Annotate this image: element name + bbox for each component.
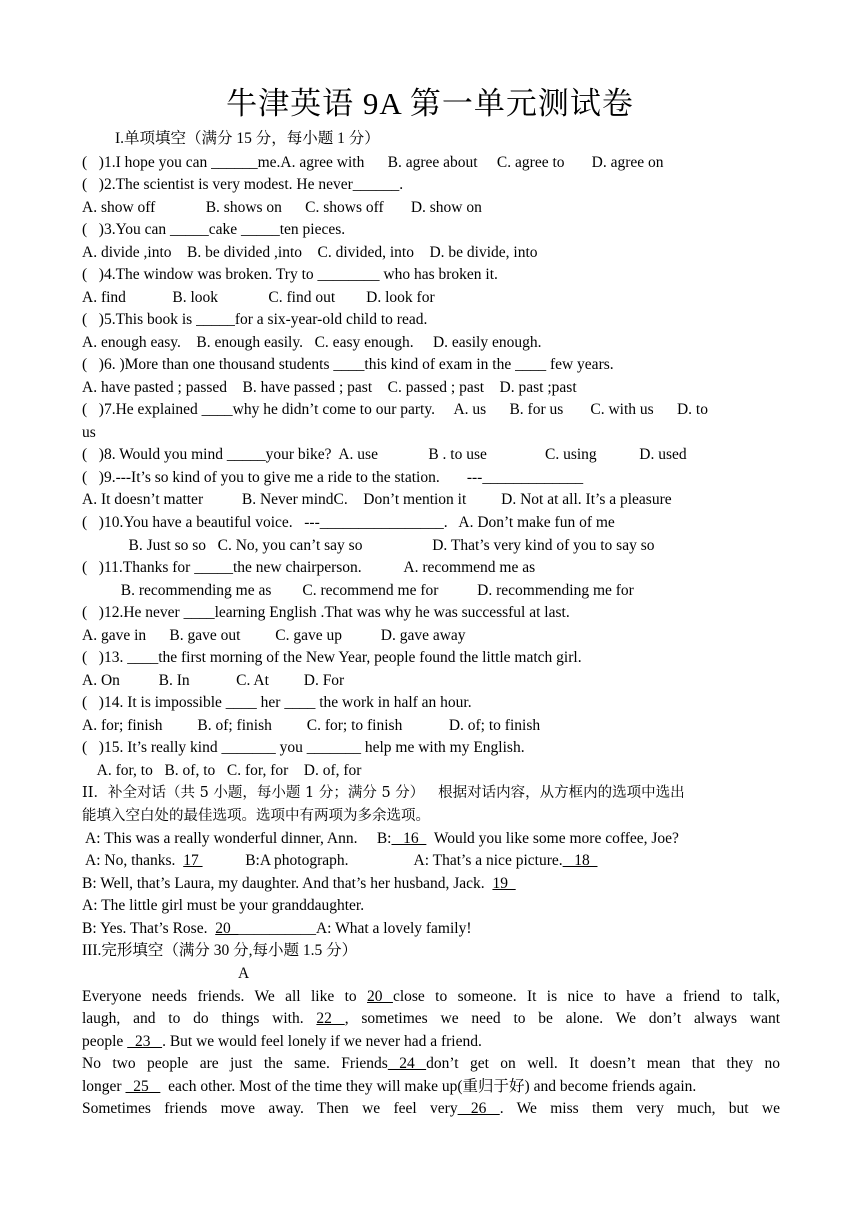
dialogue-text: B:A photograph. A: That’s a nice picture. [202, 852, 563, 869]
options-line: A. for, to B. of, to C. for, for D. of, for [82, 762, 362, 779]
section3-heading: III.完形填空（满分 30 分,每小题 1.5 分） [82, 942, 358, 959]
blank-22: 22 [316, 1010, 345, 1027]
options-line: B. recommending me as C. recommend me for D. recommending me for [82, 582, 634, 599]
dialogue-text: A: This was a really wonderful dinner, Ann. B: [82, 830, 392, 847]
options-line: A. find B. look C. find out D. look for [82, 289, 435, 306]
passage-label: A [238, 965, 250, 982]
dialogue-line: A: The little girl must be your granddaughter. [82, 897, 365, 914]
blank-18: 18 [562, 852, 598, 869]
passage-text: Sometimes friends move away. Then we feel very [82, 1100, 458, 1117]
passage-text: close to someone. It is nice to have a friend to talk, [392, 988, 780, 1005]
dialogue-text: B: Well, that’s Laura, my daughter. And that’s her husband, Jack. [82, 875, 493, 892]
blank-16: 16 [391, 830, 427, 847]
passage-text: No two people are just the same. Friends [82, 1055, 388, 1072]
dialogue-text: B: Yes. That’s Rose. [82, 920, 216, 937]
blank-17: 17 [183, 852, 203, 869]
page-title: 牛津英语 9A 第一单元测试卷 [226, 86, 634, 121]
passage-line [82, 1098, 780, 1120]
passage-line [82, 1008, 780, 1030]
dialogue-line [82, 918, 472, 940]
section1-heading: I.单项填空（满分 15 分，每小题 1 分） [115, 130, 380, 147]
passage-text: Everyone needs friends. We all like to [82, 988, 368, 1005]
options-line: A. It doesn’t matter B. Never mindC. Don’t mention it D. Not at all. It’s a pleasure [82, 491, 672, 508]
passage-text: each other. Most of the time they will make up(重归于好) and become friends again. [160, 1078, 697, 1095]
question-line: ( )2.The scientist is very modest. He never______. [82, 176, 404, 193]
options-line: A. divide ,into B. be divided ,into C. divided, into D. be divide, into [82, 244, 538, 261]
blank-20: 20 [367, 988, 393, 1005]
options-line: A. show off B. shows on C. shows off D. show on [82, 199, 482, 216]
question-line: ( )4.The window was broken. Try to ________ who has broken it. [82, 266, 498, 283]
blank-20: 20 [215, 920, 239, 937]
section2-heading-line2: 能填入空白处的最佳选项。选项中有两项为多余选项。 [82, 808, 430, 824]
blank-19: 19 [492, 875, 516, 892]
dialogue-text: Would you like some more coffee, Joe? [426, 830, 679, 847]
passage-line [82, 1031, 482, 1053]
dialogue-line [82, 850, 597, 872]
question-line-continuation: us [82, 424, 96, 441]
passage-text: don’t get on well. It doesn’t mean that they no [426, 1055, 781, 1072]
passage-line [82, 1053, 780, 1075]
passage-text: people [82, 1033, 128, 1050]
passage-text: . We miss them very much, but we [499, 1100, 780, 1117]
question-line: ( )6. )More than one thousand students ____this kind of exam in the ____ few years. [82, 356, 614, 373]
question-line: ( )14. It is impossible ____ her ____ the work in half an hour. [82, 694, 472, 711]
question-line: ( )9.---It’s so kind of you to give me a ride to the station. ---_____________ [82, 469, 584, 486]
question-line: ( )3.You can _____cake _____ten pieces. [82, 221, 346, 238]
question-line: ( )15. It’s really kind _______ you _______ help me with my English. [82, 739, 525, 756]
blank-24: 24 [387, 1055, 427, 1072]
passage-text: , sometimes we need to be alone. We don’t always want [344, 1010, 781, 1027]
question-line: ( )10.You have a beautiful voice. ---________________. A. Don’t make fun of me [82, 514, 615, 531]
blank-line: __________ [238, 920, 316, 937]
question-line: ( )13. ____the first morning of the New Year, people found the little match girl. [82, 649, 582, 666]
question-line: ( )8. Would you mind _____your bike? A. use B . to use C. using D. used [82, 446, 687, 463]
question-line: ( )1.I hope you can ______me.A. agree with B. agree about C. agree to D. agree on [82, 154, 664, 171]
question-line: ( )12.He never ____learning English .That was why he was successful at last. [82, 604, 570, 621]
options-line: A. enough easy. B. enough easily. C. easy enough. D. easily enough. [82, 334, 542, 351]
options-line: B. Just so so C. No, you can’t say so D. That’s very kind of you to say so [82, 537, 655, 554]
section2-heading-line1: II．补全对话（共 5 小题，每小题 1 分；满分 5 分） 根据对话内容，从方框内的选项中选出 [82, 785, 685, 801]
options-line: A. On B. In C. At D. For [82, 672, 345, 689]
dialogue-line [82, 828, 679, 850]
passage-text: . But we would feel lonely if we never had a friend. [162, 1033, 482, 1050]
blank-26: 26 [457, 1100, 500, 1117]
dialogue-text: A: What a lovely family! [315, 920, 472, 937]
passage-line [82, 1076, 696, 1098]
options-line: A. for; finish B. of; finish C. for; to finish D. of; to finish [82, 717, 541, 734]
options-line: A. gave in B. gave out C. gave up D. gave away [82, 627, 466, 644]
dialogue-line [82, 873, 516, 895]
question-line: ( )5.This book is _____for a six-year-old child to read. [82, 311, 428, 328]
question-line: ( )7.He explained ____why he didn’t come to our party. A. us B. for us C. with us D. to [82, 401, 708, 418]
dialogue-text: A: No, thanks. [82, 852, 184, 869]
passage-text: laugh, and to do things with. [82, 1010, 317, 1027]
options-line: A. have pasted ; passed B. have passed ; past C. passed ; past D. past ;past [82, 379, 577, 396]
blank-25: 25 [125, 1078, 161, 1095]
blank-23: 23 [127, 1033, 163, 1050]
question-line: ( )11.Thanks for _____the new chairperson. A. recommend me as [82, 559, 536, 576]
passage-line [82, 986, 780, 1008]
passage-text: longer [82, 1078, 126, 1095]
